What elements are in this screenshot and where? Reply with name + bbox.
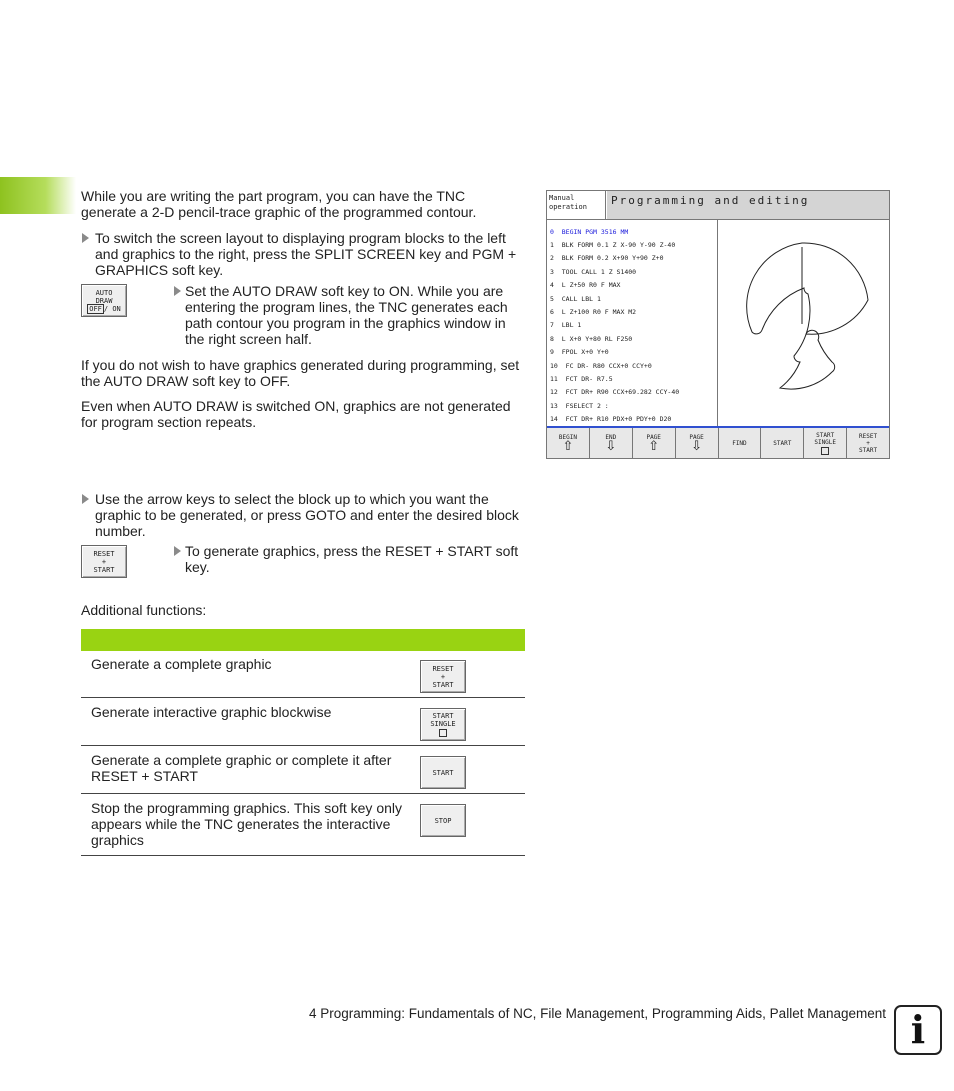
arrow-up-icon: ⇧ xyxy=(648,438,660,454)
auto-draw-softkey[interactable]: AUTO DRAW OFF / ON xyxy=(81,284,127,317)
contour-graphic xyxy=(718,220,889,426)
table-row-text: Generate interactive graphic blockwise xyxy=(91,704,332,720)
program-line: 1 BLK FORM 0.1 Z X-90 Y-90 Z-40 xyxy=(550,241,676,249)
additional-functions-label: Additional functions: xyxy=(81,602,207,618)
program-line: 0 BEGIN PGM 3516 MM xyxy=(550,228,629,236)
info-glyph: i xyxy=(910,1007,926,1052)
page-footer: 4 Programming: Fundamentals of NC, File Management, Programming Aids, Pallet Management xyxy=(308,1006,886,1021)
arrow-down-icon: ⇩ xyxy=(605,438,617,454)
softkey-label: END xyxy=(605,433,617,441)
instruction-auto-draw: Set the AUTO DRAW soft key to ON. While you are entering the program lines, the TNC generates each path contour you program in the graphics window in the right screen half. xyxy=(185,283,508,347)
instruction-select-block: Use the arrow keys to select the block up to which you want the graphic to be generated, or press GOTO and enter the desired block number. xyxy=(95,491,519,539)
auto-draw-label-2: DRAW xyxy=(95,296,113,305)
program-line: 6 L Z+100 R0 F MAX M2 xyxy=(550,308,637,316)
softkey-label: RESET + START xyxy=(859,432,878,454)
table-stop-softkey[interactable]: STOP xyxy=(420,804,466,837)
arrow-down-icon: ⇩ xyxy=(691,438,703,454)
table-row-text: Generate a complete graphic or complete it after RESET + START xyxy=(91,752,392,784)
program-line: 4 L Z+50 R0 F MAX xyxy=(550,281,621,289)
softkey-label: FIND xyxy=(732,439,747,447)
table-start-softkey[interactable]: START xyxy=(420,756,466,789)
auto-draw-off: OFF xyxy=(89,304,102,313)
program-line: 7 LBL 1 xyxy=(550,321,582,329)
softkey-start-single[interactable] xyxy=(804,428,847,458)
program-line: 9 FPOL X+0 Y+0 xyxy=(550,348,609,356)
softkey-begin[interactable] xyxy=(547,428,590,458)
program-line: 12 FCT DR+ R90 CCX+69.282 CCY-40 xyxy=(550,388,680,396)
table-divider xyxy=(81,697,525,698)
softkey-label: START xyxy=(773,439,792,447)
table-start-single-softkey[interactable] xyxy=(420,708,466,741)
graphics-window xyxy=(718,220,889,426)
program-line: 8 L X+0 Y+80 RL F250 xyxy=(550,335,633,343)
program-line: 3 TOOL CALL 1 Z S1400 xyxy=(550,268,637,276)
program-line: 14 FCT DR+ R10 PDX+0 PDY+0 D20 xyxy=(550,415,672,423)
intro-paragraph: While you are writing the part program, you can have the TNC generate a 2-D pencil-trace graphic of the programmed contour. xyxy=(81,188,477,220)
bullet-arrow-icon xyxy=(82,233,89,243)
screen-title: Programming and editing xyxy=(607,191,889,219)
table-row-text: Generate a complete graphic xyxy=(91,656,272,672)
program-line: 11 FCT DR- R7.5 xyxy=(550,375,613,383)
softkey-label: PAGE xyxy=(646,433,661,441)
softkey-reset-start[interactable] xyxy=(847,428,889,458)
bullet-arrow-icon xyxy=(82,494,89,504)
operating-mode: Manual operation xyxy=(547,191,606,219)
program-line: 10 FC DR- R80 CCX+0 CCY+0 xyxy=(550,362,652,370)
paragraph-auto-draw-off: If you do not wish to have graphics generated during programming, set the AUTO DRAW soft key to OFF. xyxy=(81,357,520,389)
paragraph-section-repeats: Even when AUTO DRAW is switched ON, graphics are not generated for program section repeats. xyxy=(81,398,511,430)
program-line: 5 CALL LBL 1 xyxy=(550,295,601,303)
tnc-screenshot xyxy=(546,190,890,459)
chapter-tab xyxy=(0,177,76,214)
program-line: 2 BLK FORM 0.2 X+90 Y+90 Z+0 xyxy=(550,254,664,262)
table-bottom-border xyxy=(81,855,525,856)
auto-draw-on: ON xyxy=(112,304,121,313)
reset-start-softkey[interactable]: RESET + START xyxy=(81,545,127,578)
checkbox-icon xyxy=(821,447,829,455)
checkbox-icon xyxy=(439,729,447,737)
table-divider xyxy=(81,793,525,794)
softkey-find[interactable] xyxy=(719,428,762,458)
table-header xyxy=(81,629,525,651)
softkey-label: BEGIN xyxy=(558,433,577,441)
bullet-arrow-icon xyxy=(174,546,181,556)
softkey-page-up[interactable] xyxy=(633,428,676,458)
start-single-label: START SINGLE xyxy=(430,712,456,728)
info-icon xyxy=(894,1005,942,1055)
softkey-start[interactable] xyxy=(761,428,804,458)
softkey-label: START SINGLE xyxy=(814,431,837,446)
softkey-row xyxy=(547,428,889,458)
instruction-generate-graphics: To generate graphics, press the RESET + START soft key. xyxy=(185,543,519,575)
softkey-page-down[interactable] xyxy=(676,428,719,458)
table-row-text: Stop the programming graphics. This soft key only appears while the TNC generates the interactive graphics xyxy=(91,800,403,848)
auto-draw-label-1: AUTO xyxy=(95,288,113,297)
table-divider xyxy=(81,745,525,746)
softkey-end[interactable] xyxy=(590,428,633,458)
bullet-arrow-icon xyxy=(174,286,181,296)
arrow-up-icon: ⇧ xyxy=(562,438,574,454)
instruction-split-screen: To switch the screen layout to displaying program blocks to the left and graphics to the right, press the SPLIT SCREEN key and PGM + GRAPHICS soft key. xyxy=(95,230,517,278)
softkey-label: PAGE xyxy=(689,433,704,441)
table-reset-start-softkey[interactable]: RESET + START xyxy=(420,660,466,693)
program-window xyxy=(547,220,718,426)
program-line: 13 FSELECT 2 : xyxy=(550,402,609,410)
